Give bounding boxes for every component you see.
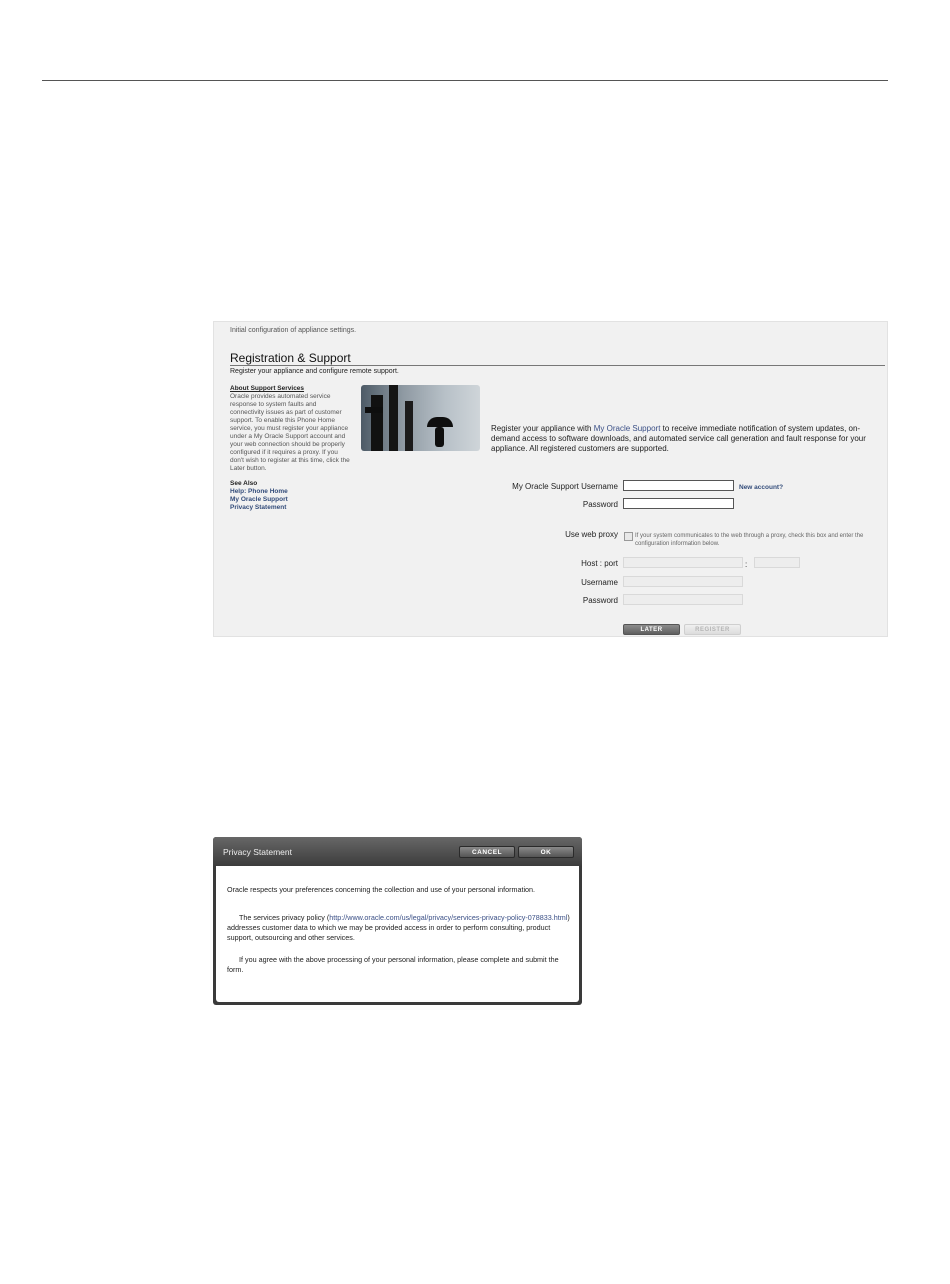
dialog-title: Privacy Statement xyxy=(223,847,292,857)
proxy-username-label: Username xyxy=(581,578,618,587)
dialog-header xyxy=(213,837,582,866)
privacy-policy-link[interactable]: http://www.oracle.com/us/legal/privacy/services-privacy-policy-078833.html xyxy=(329,913,568,922)
username-input[interactable] xyxy=(623,480,734,491)
umbrella-photo xyxy=(361,385,480,451)
password-label: Password xyxy=(582,500,618,509)
proxy-note: If your system communicates to the web through a proxy, check this box and enter the configuration information below. xyxy=(635,533,864,547)
ok-button[interactable]: OK xyxy=(518,846,574,858)
proxy-label: Use web proxy xyxy=(565,530,618,539)
privacy-para-3: If you agree with the above processing of your personal information, please complete and submit the form. xyxy=(227,955,559,974)
page-subtitle: Register your appliance and configure remote support. xyxy=(230,368,399,375)
register-button[interactable]: REGISTER xyxy=(684,624,741,635)
intro-oracle-support-link[interactable]: My Oracle Support xyxy=(593,424,661,433)
my-oracle-support-link[interactable]: My Oracle Support xyxy=(230,496,288,503)
proxy-host-input[interactable] xyxy=(623,557,743,568)
help-phone-home-link[interactable]: Help: Phone Home xyxy=(230,488,288,495)
page-header-rule xyxy=(42,80,888,81)
proxy-password-input[interactable] xyxy=(623,594,743,605)
cancel-button[interactable]: CANCEL xyxy=(459,846,515,858)
privacy-statement-link[interactable]: Privacy Statement xyxy=(230,504,287,511)
password-input[interactable] xyxy=(623,498,734,509)
sidebar-text: Oracle provides automated service response to system faults and connectivity issues as part of customer support. To enable this Phone Home service, you must register your appliance under a My Oracle Support account and your web connection should be properly configured if it requires a proxy. If you don't wish to register at this time, click the Later button. xyxy=(230,393,350,472)
breadcrumb: Initial configuration of appliance settings. xyxy=(230,327,357,334)
new-account-link[interactable]: New account? xyxy=(739,484,784,491)
privacy-dialog xyxy=(213,837,582,1005)
host-port-separator: : xyxy=(745,560,748,569)
see-also-heading: See Also xyxy=(230,480,258,487)
registration-panel xyxy=(213,321,888,637)
username-label: My Oracle Support Username xyxy=(512,482,618,491)
proxy-password-label: Password xyxy=(582,596,618,605)
later-button[interactable]: LATER xyxy=(623,624,680,635)
proxy-checkbox[interactable] xyxy=(624,532,633,541)
dialog-body xyxy=(216,866,579,1002)
proxy-username-input[interactable] xyxy=(623,576,743,587)
privacy-para-2: The services privacy policy (http://www.oracle.com/us/legal/privacy/services-privacy-policy-078833.html) addresses customer data to which we may be provided access in order to perform consulting, product support, outsourcing and other services. xyxy=(227,913,570,942)
proxy-port-input[interactable] xyxy=(754,557,800,568)
sidebar xyxy=(230,385,352,512)
title-divider xyxy=(230,365,885,366)
host-port-label: Host : port xyxy=(581,559,618,568)
sidebar-heading: About Support Services xyxy=(230,385,305,392)
page-title: Registration & Support xyxy=(230,351,351,365)
intro-text: Register your appliance with My Oracle Support to receive immediate notification of system updates, on-demand access to software downloads, and automated service call generation and fault response for your appliance. All registered customers are supported. xyxy=(491,424,866,453)
privacy-para-1: Oracle respects your preferences concerning the collection and use of your personal information. xyxy=(227,885,536,894)
